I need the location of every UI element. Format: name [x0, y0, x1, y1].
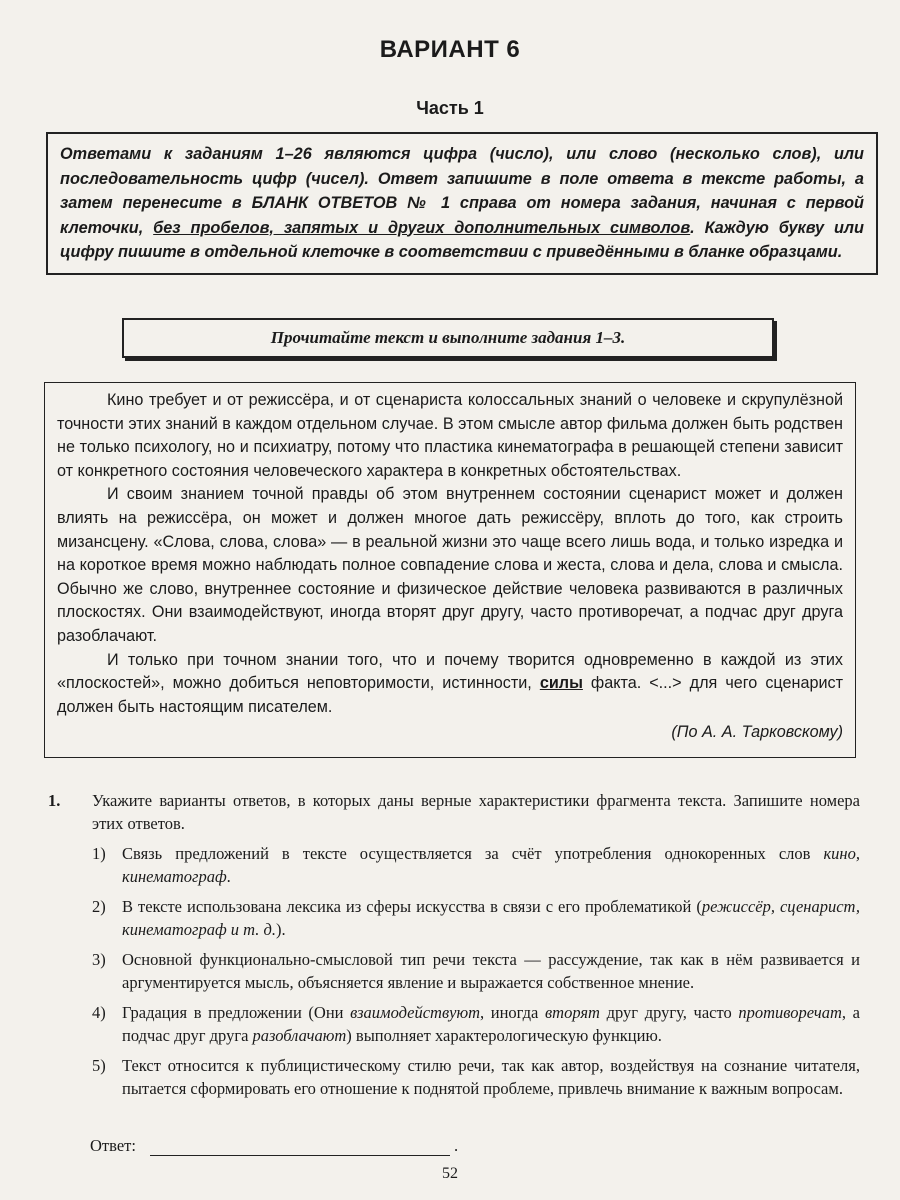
- option-text: Основной функционально-смысловой тип речи текста — рассуждение, так как в нём развивается и аргументируется мысль, объясняется явление и выражается собственное мнение.: [122, 950, 860, 992]
- option-text: ).: [276, 919, 286, 939]
- option-italic: взаимодействуют: [350, 1003, 480, 1022]
- option-italic: разоблачают: [252, 1025, 347, 1045]
- read-prompt-box: [122, 318, 774, 358]
- text-paragraph-2: И своим знанием точной правды об этом внутреннем состоянии сценарист может и должен влиять на режиссёра, он может и должен многое дать режиссёру, вплоть до того, как строить мизансцену. «Слова, слова, слова» — в реальной жизни это чаще всего лишь вода, и только изредка и на короткое время можно наблюдать полное совпадение слова и жеста, слова и дела, слова и смысла. Обычно же слово, внутреннее состояние и физическое действие человека развиваются в различных плоскостях. Они взаимодействуют, иногда вторят друг другу, часто противоречат, а подчас друг друга разоблачают.: [57, 485, 843, 645]
- option-text: В тексте использована лексика из сферы искусства в связи с его проблематикой (: [122, 897, 702, 916]
- text-p3-start: И только при точном знании того, что и почему творится одновременно в каждой из этих «плоскостей», можно добиться неповторимости, истинности,: [57, 650, 843, 693]
- reading-text-box: [44, 382, 856, 758]
- task-number: 1.: [48, 791, 61, 810]
- option-text: друг другу, часто: [599, 1003, 739, 1022]
- option-italic: кино, кинематограф: [122, 844, 860, 886]
- instructions-box: [46, 132, 878, 275]
- option-text: Текст относится к публицистическому стилю речи, так как автор, воздействуя на сознание читателя, пытается сформировать его отношение к поднятой проблеме, привлечь внимание к важным вопросам.: [122, 1056, 860, 1098]
- answer-option: [92, 1055, 860, 1100]
- option-text: .: [226, 866, 231, 886]
- option-number: 1): [92, 844, 106, 863]
- text-source: (По А. А. Тарковскому): [671, 723, 843, 742]
- option-number: 4): [92, 1003, 106, 1022]
- task-1: [48, 790, 860, 1108]
- option-italic: режиссёр, сценарист, кинематограф и т. д.: [122, 897, 861, 939]
- option-text: ) выполняет характерологическую функцию.: [346, 1025, 662, 1045]
- text-p3-emphasis: силы: [539, 674, 583, 693]
- answer-dot: .: [453, 1136, 459, 1155]
- option-text: Связь предложений в тексте осуществляется за счёт употребления однокоренных слов: [122, 844, 824, 863]
- part-title: Часть 1: [416, 98, 484, 118]
- answer-field[interactable]: [150, 1137, 450, 1156]
- option-italic: противоречат: [738, 1003, 842, 1022]
- answer-option: [92, 896, 860, 941]
- option-text: , а подчас друг друга: [122, 1003, 860, 1045]
- answer-row: [90, 1136, 458, 1156]
- answer-option: [92, 843, 860, 888]
- answer-option: [92, 1002, 860, 1047]
- instructions-underlined: без пробелов, запятых и других дополнительных символов: [153, 218, 691, 237]
- text-paragraph-1: Кино требует и от режиссёра, и от сценариста колоссальных знаний о человеке и скрупулёзной точности этих знаний в каждом отдельном случае. В этом смысле автор фильма должен быть родствен не только психологу, но и психиатру, потому что пластика кинематографа в решающей степени зависит от конкретного состояния человеческого характера в конкретных обстоятельствах.: [57, 391, 843, 480]
- page-number: 52: [442, 1165, 458, 1182]
- text-p3-end: факта. <...> для чего сценарист должен быть настоящим писателем.: [57, 674, 843, 716]
- instructions-text-end: . Каждую букву или цифру пишите в отдельной клеточке в соответствии с приведёнными в бланке образцами.: [60, 218, 864, 261]
- text-paragraph-3: [57, 649, 843, 720]
- option-number: 3): [92, 950, 106, 969]
- read-prompt: Прочитайте текст и выполните задания 1–3.: [270, 328, 626, 347]
- instructions-text: Ответами к заданиям 1–26 являются цифра (число), или слово (несколько слов), или последовательность цифр (чисел). Ответ запишите в поле ответа в тексте работы, а затем перенесите в БЛАНК ОТВЕТОВ № 1 справа от номера задания, начиная с первой клеточки,: [60, 145, 864, 237]
- option-italic: вторят: [545, 1003, 600, 1022]
- option-text: Градация в предложении (Они: [122, 1003, 351, 1022]
- variant-title: ВАРИАНТ 6: [379, 36, 521, 63]
- answer-label: Ответ:: [90, 1136, 136, 1155]
- option-number: 2): [92, 897, 106, 916]
- answer-option: [92, 949, 860, 994]
- task-question: Укажите варианты ответов, в которых даны верные характеристики фрагмента текста. Запишите номера этих ответов.: [92, 791, 860, 833]
- option-number: 5): [92, 1056, 106, 1075]
- answer-options: [92, 843, 860, 1100]
- option-text: , иногда: [480, 1003, 546, 1022]
